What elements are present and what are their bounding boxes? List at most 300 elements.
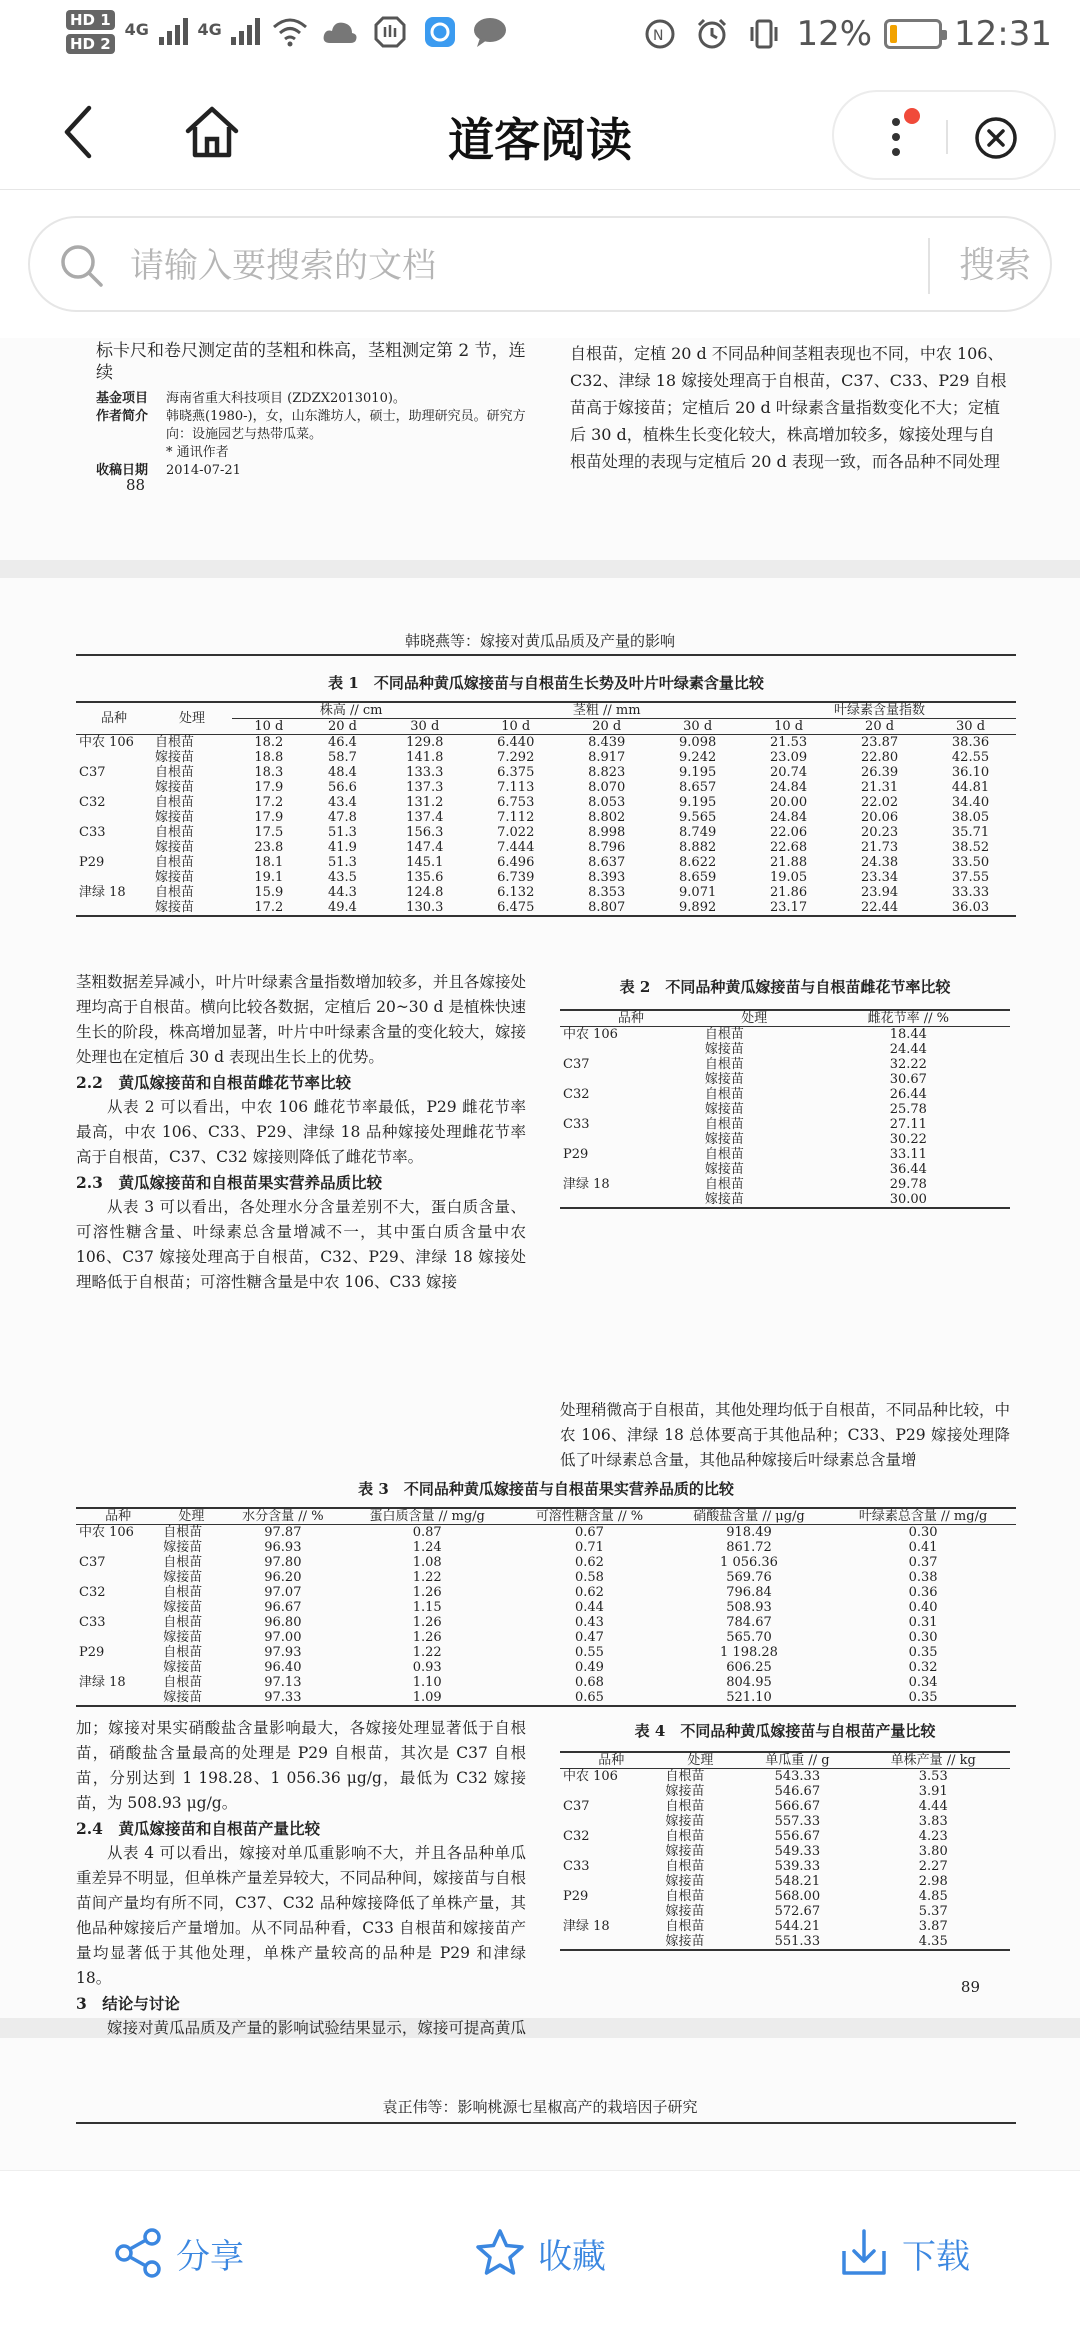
variety-cell: 中农 106	[79, 735, 134, 750]
alarm-icon	[692, 17, 732, 51]
page88-left-column	[96, 340, 536, 480]
value-cell: 8.657	[679, 780, 717, 795]
value-cell: 137.3	[406, 780, 444, 795]
value-cell: 8.917	[588, 750, 626, 765]
value-cell: 49.4	[328, 900, 357, 915]
value-cell: 8.659	[679, 870, 717, 885]
notification-dot	[904, 108, 920, 124]
table-row	[560, 1087, 1010, 1102]
value-cell: 8.749	[679, 825, 717, 840]
value-cell: 7.113	[497, 780, 535, 795]
treatment-cell: 嫁接苗	[155, 870, 195, 885]
value-cell: 548.21	[774, 1874, 821, 1889]
value-cell: 9.242	[679, 750, 717, 765]
table-row	[76, 1540, 1016, 1555]
treatment-cell: 嫁接苗	[665, 1814, 705, 1829]
variety-cell	[560, 1192, 702, 1208]
value-cell: 521.10	[726, 1690, 772, 1705]
table1-day-header: 10 d	[470, 719, 561, 735]
value-cell: 97.87	[264, 1525, 302, 1540]
variety-cell	[76, 1540, 160, 1555]
hd-badges	[66, 10, 115, 54]
treatment-cell: 嫁接苗	[155, 900, 195, 915]
value-cell: 4.23	[918, 1829, 948, 1844]
more-icon-dot	[892, 118, 900, 126]
value-cell: 17.2	[254, 900, 284, 915]
value-cell: 1.22	[412, 1570, 442, 1585]
more-icon-dot	[892, 133, 900, 141]
column-header: 处理	[663, 1752, 739, 1769]
table-row	[560, 1859, 1010, 1874]
meta-value: 韩晓燕(1980-)，女，山东潍坊人，硕士，助理研究员。研究方向：设施园艺与热带瓜菜。	[166, 409, 526, 442]
value-cell: 1.24	[412, 1540, 442, 1555]
value-cell: 0.93	[412, 1660, 442, 1675]
page88-text-line: 标卡尺和卷尺测定苗的茎粗和株高，茎粗测定第 2 节，连续	[96, 341, 526, 383]
treatment-cell: 自根苗	[665, 1769, 705, 1784]
value-cell: 19.05	[769, 870, 808, 885]
treatment-cell: 嫁接苗	[704, 1192, 744, 1207]
share-icon	[112, 2227, 164, 2279]
treatment-cell: 自根苗	[704, 1177, 744, 1192]
value-cell: 46.4	[328, 735, 357, 750]
network-type-2: 4G	[197, 20, 222, 39]
value-cell: 0.35	[908, 1690, 938, 1705]
value-cell: 0.30	[908, 1525, 938, 1540]
table-row	[560, 1177, 1010, 1192]
value-cell: 4.44	[918, 1799, 948, 1814]
value-cell: 96.20	[264, 1570, 302, 1585]
value-cell: 0.67	[574, 1525, 604, 1540]
meta-row	[96, 444, 536, 462]
value-cell: 147.4	[406, 840, 444, 855]
variety-cell: P29	[563, 1889, 589, 1904]
value-cell: 6.440	[497, 735, 535, 750]
table-row	[76, 1585, 1016, 1600]
header-rule	[76, 2122, 1016, 2124]
table3-caption: 表 3 不同品种黄瓜嫁接苗与自根苗果实营养品质的比较	[358, 1480, 734, 1498]
value-cell: 21.86	[769, 885, 808, 900]
table-row	[76, 765, 1016, 780]
column-header: 处理	[702, 1010, 807, 1027]
variety-cell	[560, 1934, 663, 1950]
table1-day-header: 10 d	[232, 719, 306, 735]
value-cell: 97.13	[264, 1675, 302, 1690]
table1-day-header: 10 d	[743, 719, 834, 735]
table1-caption: 表 1 不同品种黄瓜嫁接苗与自根苗生长势及叶片叶绿素含量比较	[328, 674, 764, 692]
value-cell: 544.21	[774, 1919, 821, 1934]
search-input[interactable]	[130, 238, 910, 294]
table-row	[560, 1072, 1010, 1087]
variety-cell: P29	[79, 1645, 105, 1660]
variety-cell	[560, 1132, 702, 1147]
variety-cell: 中农 106	[79, 1525, 134, 1540]
table3	[76, 1507, 1016, 1707]
value-cell: 32.22	[889, 1057, 927, 1072]
value-cell: 58.7	[328, 750, 357, 765]
document-page-88	[0, 338, 1080, 560]
meta-row	[96, 408, 536, 444]
value-cell: 1.26	[412, 1630, 442, 1645]
value-cell: 145.1	[406, 855, 444, 870]
value-cell: 0.55	[574, 1645, 604, 1660]
meta-row	[96, 462, 536, 480]
table-row	[560, 1799, 1010, 1814]
value-cell: 38.52	[951, 840, 990, 855]
meta-value: 2014-07-21	[166, 463, 241, 478]
download-icon	[838, 2227, 890, 2279]
value-cell: 784.67	[726, 1615, 772, 1630]
share-label: 分享	[176, 2236, 244, 2277]
table1-header-stem: 茎粗 // mm	[470, 702, 743, 719]
value-cell: 8.070	[588, 780, 626, 795]
table4	[560, 1751, 1010, 1951]
value-cell: 551.33	[774, 1934, 821, 1949]
table-row	[76, 1660, 1016, 1675]
value-cell: 0.37	[908, 1555, 938, 1570]
variety-cell	[560, 1814, 663, 1829]
variety-cell: 中农 106	[563, 1027, 618, 1042]
document-viewer[interactable]	[0, 338, 1080, 2170]
treatment-cell: 自根苗	[665, 1889, 705, 1904]
value-cell: 0.71	[574, 1540, 604, 1555]
value-cell: 17.5	[254, 825, 284, 840]
column-header: 硝酸盐含量 // μg/g	[668, 1508, 830, 1525]
treatment-cell: 自根苗	[155, 825, 195, 840]
treatment-cell: 嫁接苗	[155, 780, 195, 795]
value-cell: 96.40	[264, 1660, 302, 1675]
variety-cell: P29	[563, 1147, 589, 1162]
value-cell: 8.439	[588, 735, 626, 750]
status-left	[66, 10, 510, 54]
table-row	[560, 1027, 1010, 1043]
table-row	[76, 1525, 1016, 1541]
capsule-divider	[946, 120, 948, 154]
footnote-meta	[96, 390, 536, 480]
value-cell: 0.49	[574, 1660, 604, 1675]
value-cell: 21.31	[860, 780, 899, 795]
treatment-cell: 自根苗	[155, 855, 195, 870]
value-cell: 9.195	[679, 795, 717, 810]
value-cell: 0.30	[908, 1630, 938, 1645]
value-cell: 6.132	[497, 885, 535, 900]
share-button[interactable]	[112, 2223, 244, 2283]
table-row	[76, 795, 1016, 810]
value-cell: 9.565	[679, 810, 717, 825]
treatment-cell: 嫁接苗	[163, 1690, 203, 1705]
value-cell: 8.823	[588, 765, 626, 780]
value-cell: 29.78	[889, 1177, 927, 1192]
column-header: 蛋白质含量 // mg/g	[343, 1508, 511, 1525]
table-row	[76, 900, 1016, 916]
app-notification-icon	[420, 15, 460, 49]
value-cell: 0.36	[908, 1585, 938, 1600]
treatment-cell: 嫁接苗	[155, 750, 195, 765]
value-cell: 24.84	[769, 780, 808, 795]
value-cell: 9.892	[679, 900, 717, 915]
treatment-cell: 嫁接苗	[163, 1630, 203, 1645]
value-cell: 0.31	[908, 1615, 938, 1630]
meta-value: 海南省重大科技项目 (ZDZX2013010)。	[166, 391, 406, 406]
variety-cell: C32	[563, 1087, 590, 1102]
table2-block	[560, 976, 1010, 1209]
value-cell: 41.9	[328, 840, 357, 855]
variety-cell	[76, 900, 152, 916]
treatment-cell: 自根苗	[155, 765, 195, 780]
treatment-cell: 自根苗	[665, 1859, 705, 1874]
value-cell: 0.32	[908, 1660, 938, 1675]
treatment-cell: 嫁接苗	[665, 1934, 705, 1949]
variety-cell: P29	[79, 855, 105, 870]
variety-cell: C32	[563, 1829, 590, 1844]
column-header: 单株产量 // kg	[857, 1752, 1010, 1769]
value-cell: 24.44	[889, 1042, 927, 1057]
variety-cell	[76, 750, 152, 765]
variety-cell	[560, 1874, 663, 1889]
value-cell: 21.73	[860, 840, 899, 855]
treatment-cell: 自根苗	[704, 1117, 744, 1132]
value-cell: 97.00	[264, 1630, 302, 1645]
treatment-cell: 嫁接苗	[155, 840, 195, 855]
value-cell: 23.94	[860, 885, 899, 900]
column-header: 叶绿素总含量 // mg/g	[830, 1508, 1016, 1525]
value-cell: 43.4	[328, 795, 357, 810]
right-column-text-1: 处理稍微高于自根苗，其他处理均低于自根苗，不同品种比较，中农 106、津绿 18 总体要高于其他品种；C33、P29 嫁接处理降低了叶绿素总含量，其他品种嫁接后叶绿素总含量增	[560, 1401, 1010, 1469]
search-box[interactable]	[28, 216, 1052, 312]
value-cell: 918.49	[726, 1525, 772, 1540]
value-cell: 6.496	[497, 855, 535, 870]
value-cell: 97.07	[264, 1585, 302, 1600]
meta-key	[96, 444, 158, 462]
value-cell: 0.47	[574, 1630, 604, 1645]
variety-cell: C33	[563, 1859, 590, 1874]
table-row	[76, 825, 1016, 840]
value-cell: 23.8	[254, 840, 284, 855]
paragraph: 从表 3 可以看出，各处理水分含量差别不大，蛋白质含量、可溶性糖含量、叶绿素总含量增减不一，其中蛋白质含量中农 106、C37 嫁接处理高于自根苗，C32、P29、津绿 18 嫁接处理略低于自根苗；可溶性糖含量是中农 106、C33 嫁接	[76, 1198, 526, 1291]
running-head: 袁正伟等：影响桃源七星椒高产的栽培因子研究	[382, 2098, 698, 2116]
table-row	[560, 1769, 1010, 1785]
column-header: 水分含量 // %	[222, 1508, 343, 1525]
value-cell: 22.06	[769, 825, 808, 840]
value-cell: 26.39	[860, 765, 899, 780]
value-cell: 23.09	[769, 750, 808, 765]
download-button[interactable]	[838, 2223, 970, 2283]
table-row	[560, 1919, 1010, 1934]
value-cell: 30.22	[889, 1132, 927, 1147]
running-head: 韩晓燕等：嫁接对黄瓜品质及产量的影响	[404, 632, 675, 650]
value-cell: 51.3	[328, 855, 357, 870]
table-row	[560, 1844, 1010, 1859]
value-cell: 18.44	[889, 1027, 927, 1042]
paragraph: 从表 2 可以看出，中农 106 雌花节率最低，P29 雌花节率最高，中农 106、C33、P29、津绿 18 品种嫁接处理雌花节率高于自根苗，C37、C32 嫁接则降低了雌花节率。	[76, 1098, 526, 1166]
table1-header-chlorophyll: 叶绿素含量指数	[743, 702, 1016, 719]
table-row	[76, 885, 1016, 900]
treatment-cell: 嫁接苗	[163, 1660, 203, 1675]
value-cell: 33.50	[951, 855, 990, 870]
table1-header-treatment: 处理	[152, 702, 232, 735]
meta-key: 收稿日期	[96, 463, 149, 478]
value-cell: 131.2	[406, 795, 444, 810]
paragraph: 嫁接对黄瓜品质及产量的影响试验结果显示，嫁接可提高黄瓜	[107, 2019, 526, 2037]
variety-cell	[76, 780, 152, 795]
table1-header-height: 株高 // cm	[232, 702, 470, 719]
value-cell: 4.85	[918, 1889, 948, 1904]
svg-text:N: N	[653, 28, 664, 44]
left-column-text-2	[76, 1716, 526, 2066]
table-row	[560, 1102, 1010, 1117]
network-type-1: 4G	[124, 20, 149, 39]
value-cell: 569.76	[726, 1570, 772, 1585]
treatment-cell: 自根苗	[704, 1087, 744, 1102]
clock: 12:31	[954, 14, 1052, 54]
value-cell: 1.10	[412, 1675, 442, 1690]
variety-cell	[560, 1904, 663, 1919]
table-row	[560, 1042, 1010, 1057]
favorite-label: 收藏	[538, 2236, 606, 2277]
value-cell: 20.23	[860, 825, 899, 840]
treatment-cell: 自根苗	[665, 1829, 705, 1844]
value-cell: 606.25	[726, 1660, 772, 1675]
value-cell: 24.84	[769, 810, 808, 825]
value-cell: 129.8	[406, 735, 444, 750]
value-cell: 557.33	[774, 1814, 821, 1829]
table-row	[560, 1117, 1010, 1132]
search-button[interactable]: 搜索	[958, 245, 1031, 286]
value-cell: 19.1	[254, 870, 284, 885]
value-cell: 556.67	[774, 1829, 821, 1844]
column-header: 品种	[560, 1010, 702, 1027]
variety-cell: C33	[79, 825, 106, 840]
treatment-cell: 自根苗	[163, 1615, 203, 1630]
section-heading-2-3: 2.3 黄瓜嫁接苗和自根苗果实营养品质比较	[76, 1173, 382, 1192]
status-bar	[0, 0, 1080, 76]
value-cell: 546.67	[774, 1784, 821, 1799]
value-cell: 27.11	[889, 1117, 927, 1132]
signal-2	[198, 15, 261, 49]
value-cell: 21.88	[769, 855, 808, 870]
paragraph: 茎粗数据差异减小，叶片叶绿素含量指数增加较多，并且各嫁接处理均高于自根苗。横向比较各数据，定植后 20~30 d 是植株快速生长的阶段，株高增加显著，叶片中叶绿素含量的变化较大，嫁接处理也在定植后 30 d 表现出生长上的优势。	[76, 973, 526, 1066]
value-cell: 0.65	[574, 1690, 604, 1705]
treatment-cell: 嫁接苗	[704, 1072, 744, 1087]
header-rule	[76, 654, 1016, 656]
favorite-button[interactable]	[474, 2223, 606, 2283]
table-row	[560, 1784, 1010, 1799]
variety-cell: 津绿 18	[79, 1675, 126, 1690]
vibrate-icon	[744, 17, 784, 51]
column-header: 单瓜重 // g	[738, 1752, 856, 1769]
close-button[interactable]	[974, 116, 1018, 160]
treatment-cell: 嫁接苗	[665, 1874, 705, 1889]
document-page-89	[0, 578, 1080, 2037]
variety-cell	[76, 1690, 160, 1706]
value-cell: 5.37	[918, 1904, 948, 1919]
table-row	[76, 810, 1016, 825]
value-cell: 23.17	[769, 900, 808, 915]
table-row	[76, 1555, 1016, 1570]
value-cell: 23.87	[860, 735, 899, 750]
table2	[560, 1009, 1010, 1209]
app-header	[0, 76, 1080, 190]
value-cell: 97.80	[264, 1555, 302, 1570]
value-cell: 8.053	[588, 795, 626, 810]
value-cell: 7.112	[497, 810, 535, 825]
table-row	[76, 870, 1016, 885]
value-cell: 18.1	[254, 855, 284, 870]
search-divider	[928, 238, 930, 294]
value-cell: 0.62	[574, 1585, 604, 1600]
treatment-cell: 嫁接苗	[665, 1784, 705, 1799]
hd2-badge: HD 2	[66, 34, 115, 54]
value-cell: 33.33	[951, 885, 990, 900]
value-cell: 6.753	[497, 795, 535, 810]
value-cell: 23.34	[860, 870, 899, 885]
variety-cell: C37	[563, 1799, 590, 1814]
value-cell: 1 056.36	[720, 1555, 778, 1570]
table-row	[560, 1192, 1010, 1208]
variety-cell	[560, 1844, 663, 1859]
value-cell: 861.72	[726, 1540, 772, 1555]
treatment-cell: 自根苗	[704, 1147, 744, 1162]
value-cell: 8.807	[588, 900, 626, 915]
download-label: 下载	[902, 2236, 970, 2277]
table1-day-header: 30 d	[379, 719, 470, 735]
table1-day-header: 30 d	[925, 719, 1016, 735]
column-header: 品种	[560, 1752, 663, 1769]
value-cell: 36.10	[951, 765, 990, 780]
value-cell: 0.43	[574, 1615, 604, 1630]
hd1-badge: HD 1	[66, 10, 115, 30]
value-cell: 26.44	[889, 1087, 927, 1102]
value-cell: 1.22	[412, 1645, 442, 1660]
treatment-cell: 嫁接苗	[704, 1132, 744, 1147]
value-cell: 7.292	[497, 750, 535, 765]
variety-cell	[76, 810, 152, 825]
table1-day-header: 20 d	[834, 719, 925, 735]
value-cell: 568.00	[774, 1889, 821, 1904]
treatment-cell: 嫁接苗	[163, 1570, 203, 1585]
table-row	[560, 1814, 1010, 1829]
variety-cell	[76, 1630, 160, 1645]
section-heading-3: 3 结论与讨论	[76, 1994, 180, 2013]
variety-cell: C37	[79, 765, 106, 780]
value-cell: 0.44	[574, 1600, 604, 1615]
variety-cell	[560, 1102, 702, 1117]
document-page-90	[0, 2038, 1080, 2178]
meta-key: 基金项目	[96, 391, 149, 406]
table-row	[560, 1147, 1010, 1162]
variety-cell: C37	[563, 1057, 590, 1072]
table-row	[76, 1690, 1016, 1706]
value-cell: 0.40	[908, 1600, 938, 1615]
search-icon	[58, 242, 106, 290]
value-cell: 38.05	[951, 810, 990, 825]
page-title: 道客阅读	[448, 113, 632, 167]
value-cell: 97.93	[264, 1645, 302, 1660]
value-cell: 35.71	[951, 825, 990, 840]
variety-cell: C33	[563, 1117, 590, 1132]
value-cell: 20.00	[769, 795, 808, 810]
value-cell: 4.35	[918, 1934, 948, 1949]
value-cell: 1.08	[412, 1555, 442, 1570]
treatment-cell: 嫁接苗	[163, 1600, 203, 1615]
treatment-cell: 自根苗	[704, 1027, 744, 1042]
table1-day-header: 20 d	[306, 719, 380, 735]
value-cell: 796.84	[726, 1585, 772, 1600]
value-cell: 141.8	[406, 750, 444, 765]
value-cell: 38.36	[951, 735, 990, 750]
value-cell: 56.6	[328, 780, 357, 795]
value-cell: 9.195	[679, 765, 717, 780]
paragraph: 从表 4 可以看出，嫁接对单瓜重影响不大，并且各品种单瓜重差异不明显，但单株产量差异较大，不同品种间，嫁接苗与自根苗间产量均有所不同，C37、C32 品种嫁接降低了单株产量，其他品种嫁接后产量增加。从不同品种看，C33 自根苗和嫁接苗产量均显著低于其他处理，单株产量较高的品种是 P29 和津绿 18。	[76, 1844, 526, 1987]
